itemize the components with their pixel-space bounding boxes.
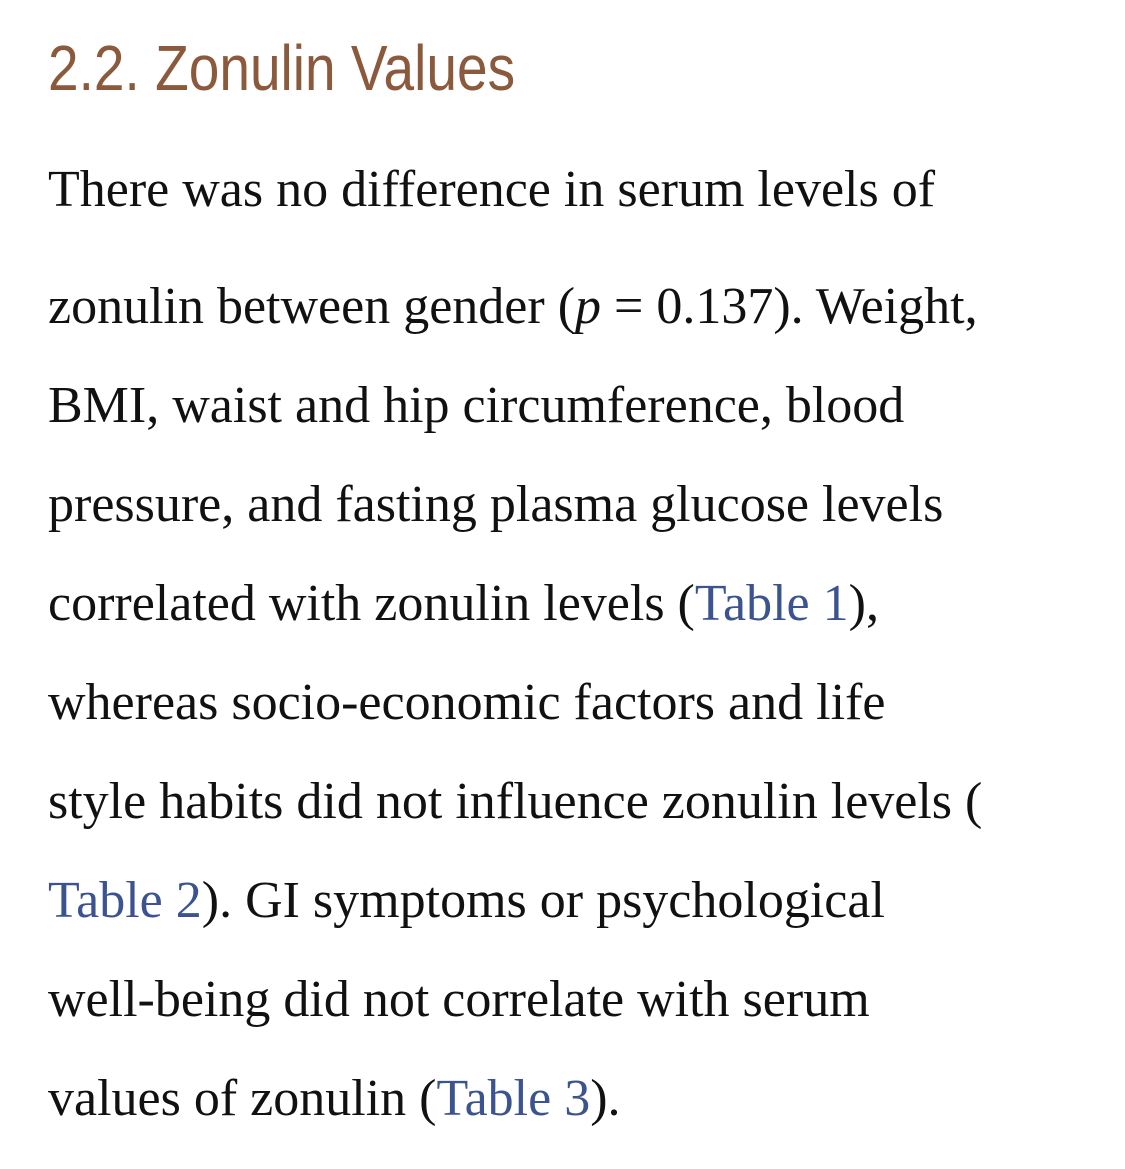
paragraph-line [48,257,1108,356]
text-run: correlated with zonulin levels ( [48,575,695,632]
section-heading: 2.2. Zonulin Values [48,32,516,104]
table-2-link[interactable]: Table 2 [48,872,202,929]
paragraph-line [48,752,1108,851]
paragraph-line [48,653,1108,752]
text-run: ), [848,575,879,632]
text-run: BMI, waist and hip circumference, blood [48,377,905,434]
table-1-link[interactable]: Table 1 [694,575,849,632]
paragraph-line [48,455,1108,554]
paragraph-line [48,1049,1108,1148]
text-run: whereas socio-economic factors and life [48,674,886,731]
section-paragraph [48,158,1108,1148]
paragraph-line [48,356,1108,455]
paragraph-line [48,158,1108,222]
text-run: ). GI symptoms or psychological [201,872,885,929]
text-run: values of zonulin ( [48,1070,437,1127]
text-run: ). [590,1070,621,1127]
text-run: pressure, and fasting plasma glucose levels [48,476,944,533]
p-value-variable: p [575,278,602,335]
text-run: = 0.137). Weight, [601,278,978,335]
text-run: style habits did not influence zonulin levels ( [48,773,983,830]
paragraph-line [48,554,1108,653]
text-run: There was no difference in serum levels of [48,161,936,218]
table-3-link[interactable]: Table 3 [436,1070,591,1127]
text-run: zonulin between gender ( [48,278,576,335]
paragraph-line [48,950,1108,1049]
article-section [48,20,1108,1148]
paragraph-line [48,851,1108,950]
text-run: well-being did not correlate with serum [48,971,870,1028]
